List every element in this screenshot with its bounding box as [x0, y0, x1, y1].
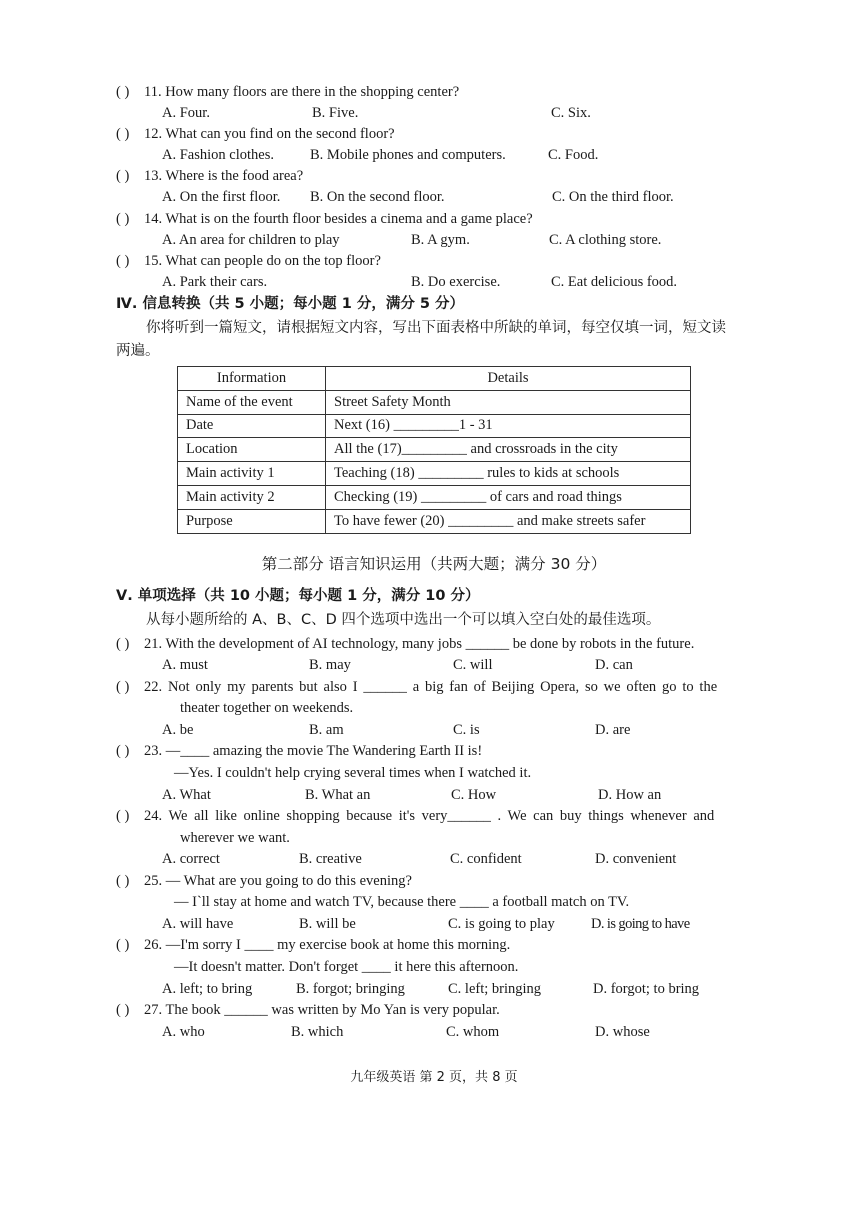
option-c: C. will [453, 657, 493, 673]
question-text: 13. Where is the food area? [144, 168, 304, 184]
option-a: A. be [162, 722, 194, 738]
question-25-text-cont: — I`ll stay at home and watch TV, because there ____ a football match on TV. [174, 894, 630, 910]
question-27-options [0, 1022, 868, 1042]
question-26-options [0, 979, 868, 999]
question-14 [0, 209, 868, 229]
answer-blank[interactable]: ( ) [116, 636, 130, 652]
option-c: C. How [451, 787, 497, 803]
question-22-options [0, 720, 868, 740]
question-11-options [0, 103, 868, 123]
option-d: D. whose [595, 1024, 650, 1040]
question-13-options [0, 187, 868, 207]
answer-blank[interactable]: ( ) [116, 84, 130, 100]
table-cell-detail[interactable]: Checking (19) _________ of cars and road things [326, 485, 691, 509]
question-22 [0, 677, 868, 697]
answer-blank[interactable]: ( ) [116, 211, 130, 227]
question-12-options [0, 145, 868, 165]
option-b: B. Five. [312, 105, 359, 121]
option-d: D. can [595, 657, 633, 673]
option-c: C. Food. [548, 147, 599, 163]
table-row [178, 485, 691, 509]
question-text: 15. What can people do on the top floor? [144, 253, 381, 269]
section-4-instruction: 你将听到一篇短文，请根据短文内容，写出下面表格中所缺的单词，每空仅填一词，短文读 [146, 320, 726, 336]
table-cell-label: Date [178, 414, 326, 438]
table-cell-label: Name of the event [178, 390, 326, 414]
option-a: A. Fashion clothes. [162, 147, 274, 163]
question-23-text-cont: —Yes. I couldn't help crying several times when I watched it. [174, 765, 532, 781]
question-text: 26. —I'm sorry I ____ my exercise book at home this morning. [144, 937, 511, 953]
option-a: A. who [162, 1024, 205, 1040]
option-b: B. creative [299, 851, 362, 867]
question-text: 24. We all like online shopping because it's very______ . We can buy things whenever and [144, 808, 715, 824]
answer-blank[interactable]: ( ) [116, 743, 130, 759]
answer-blank[interactable]: ( ) [116, 1002, 130, 1018]
option-a: A. must [162, 657, 208, 673]
table-cell-label: Location [178, 438, 326, 462]
option-b: B. which [291, 1024, 344, 1040]
answer-blank[interactable]: ( ) [116, 126, 130, 142]
option-a: A. An area for children to play [162, 232, 340, 248]
question-text: 22. Not only my parents but also I ______ a big fan of Beijing Opera, so we often go to the [144, 679, 718, 695]
section-5-instruction: 从每小题所给的 A、B、C、D 四个选项中选出一个可以填入空白处的最佳选项。 [146, 612, 661, 628]
option-a: A. correct [162, 851, 220, 867]
answer-blank[interactable]: ( ) [116, 937, 130, 953]
table-cell-detail: Street Safety Month [326, 390, 691, 414]
option-c: C. Six. [551, 105, 591, 121]
answer-blank[interactable]: ( ) [116, 168, 130, 184]
question-15-options [0, 272, 868, 292]
question-25 [0, 871, 868, 891]
table-header-row [178, 367, 691, 391]
option-c: C. Eat delicious food. [551, 274, 678, 290]
option-b: B. On the second floor. [310, 189, 445, 205]
question-text: 14. What is on the fourth floor besides a cinema and a game place? [144, 211, 533, 227]
table-cell-label: Main activity 2 [178, 485, 326, 509]
question-24-text-cont: wherever we want. [180, 830, 290, 846]
question-text: 11. How many floors are there in the shopping center? [144, 84, 460, 100]
option-c: C. left; bringing [448, 981, 542, 997]
option-c: C. is [453, 722, 480, 738]
question-text: 12. What can you find on the second floor? [144, 126, 395, 142]
question-23 [0, 741, 868, 761]
table-cell-label: Main activity 1 [178, 462, 326, 486]
option-b: B. may [309, 657, 351, 673]
question-24 [0, 806, 868, 826]
question-11 [0, 82, 868, 102]
table-cell-detail[interactable]: Next (16) _________1 - 31 [326, 414, 691, 438]
option-a: A. Four. [162, 105, 210, 121]
table-row [178, 414, 691, 438]
question-15 [0, 251, 868, 271]
section-4-instruction-cont: 两遍。 [116, 343, 160, 359]
answer-blank[interactable]: ( ) [116, 873, 130, 889]
option-d: D. is going to have [591, 916, 690, 932]
option-b: B. am [309, 722, 344, 738]
option-b: B. What an [305, 787, 371, 803]
option-c: C. A clothing store. [549, 232, 662, 248]
option-b: B. forgot; bringing [296, 981, 405, 997]
question-text: 23. —____ amazing the movie The Wandering Earth II is! [144, 743, 483, 759]
option-a: A. On the first floor. [162, 189, 281, 205]
option-c: C. On the third floor. [552, 189, 674, 205]
answer-blank[interactable]: ( ) [116, 808, 130, 824]
option-b: B. will be [299, 916, 356, 932]
option-d: D. How an [598, 787, 662, 803]
table-header-cell: Information [178, 367, 326, 391]
question-26 [0, 935, 868, 955]
option-d: D. convenient [595, 851, 677, 867]
table-row [178, 438, 691, 462]
table-row [178, 509, 691, 533]
option-d: D. forgot; to bring [593, 981, 700, 997]
question-12 [0, 124, 868, 144]
question-text: 21. With the development of AI technology, many jobs ______ be done by robots in the future. [144, 636, 695, 652]
answer-blank[interactable]: ( ) [116, 253, 130, 269]
option-a: A. What [162, 787, 211, 803]
part-2-title: 第二部分 语言知识运用（共两大题；满分 30 分） [261, 555, 607, 573]
question-14-options [0, 230, 868, 250]
question-25-options [0, 914, 868, 934]
option-b: B. Mobile phones and computers. [310, 147, 506, 163]
question-24-options [0, 849, 868, 869]
section-4-heading: Ⅳ. 信息转换（共 5 小题；每小题 1 分，满分 5 分） [116, 296, 465, 312]
table-cell-detail[interactable]: Teaching (18) _________ rules to kids at schools [326, 462, 691, 486]
question-26-text-cont: —It doesn't matter. Don't forget ____ it here this afternoon. [174, 959, 519, 975]
information-table [177, 366, 691, 534]
question-13 [0, 166, 868, 186]
option-b: B. A gym. [411, 232, 470, 248]
option-a: A. left; to bring [162, 981, 253, 997]
question-text: 27. The book ______ was written by Mo Yan is very popular. [144, 1002, 500, 1018]
section-5-heading: Ⅴ. 单项选择（共 10 小题；每小题 1 分，满分 10 分） [116, 588, 480, 604]
option-a: A. Park their cars. [162, 274, 268, 290]
option-d: D. are [595, 722, 631, 738]
question-23-options [0, 785, 868, 805]
option-b: B. Do exercise. [411, 274, 501, 290]
question-27 [0, 1000, 868, 1020]
question-21-options [0, 655, 868, 675]
table-cell-detail[interactable]: To have fewer (20) _________ and make streets safer [326, 509, 691, 533]
page-footer: 九年级英语 第 2 页，共 8 页 [350, 1070, 518, 1085]
answer-blank[interactable]: ( ) [116, 679, 130, 695]
table-header-cell: Details [326, 367, 691, 391]
option-c: C. whom [446, 1024, 500, 1040]
table-cell-label: Purpose [178, 509, 326, 533]
table-row [178, 462, 691, 486]
question-21 [0, 634, 868, 654]
option-c: C. confident [450, 851, 522, 867]
option-c: C. is going to play [448, 916, 555, 932]
table-row [178, 390, 691, 414]
question-22-text-cont: theater together on weekends. [180, 700, 354, 716]
question-text: 25. — What are you going to do this evening? [144, 873, 412, 889]
option-a: A. will have [162, 916, 234, 932]
table-cell-detail[interactable]: All the (17)_________ and crossroads in the city [326, 438, 691, 462]
